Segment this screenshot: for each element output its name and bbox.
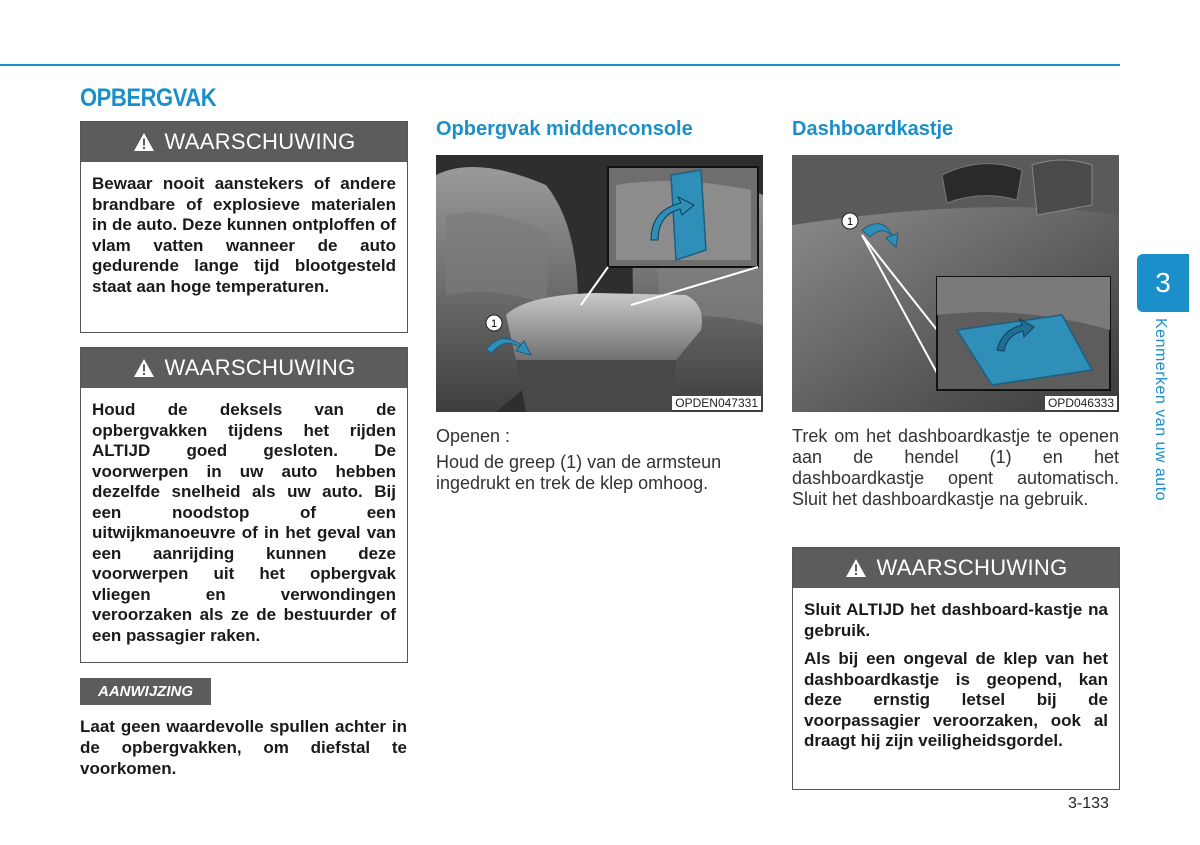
warning-box-flammables: [80, 121, 408, 333]
warning-text: Bewaar nooit aanstekers of andere brandbare of explosieve materialen in de auto. Deze kunnen ontploffen of vlam vatten wanneer de auto gedurende lange tijd blootgesteld staat aan hoge temperaturen.: [92, 174, 396, 296]
warning-title: WAARSCHUWING: [164, 355, 356, 380]
warning-header: [81, 122, 407, 162]
console-open-label: Openen :: [436, 426, 511, 446]
glovebox-illustration: [792, 155, 1119, 412]
warning-triangle-icon: [133, 358, 155, 378]
warning-box-lids: [80, 347, 408, 663]
warning-title: WAARSCHUWING: [876, 555, 1068, 580]
note-text: Laat geen waardevolle spullen achter in de opbergvakken, om diefstal te voorkomen.: [80, 717, 407, 778]
console-instruction: Houd de greep (1) van de armsteun ingedrukt en trek de klep omhoog.: [436, 452, 722, 493]
note-tag: AANWIJZING: [80, 678, 211, 705]
section-title: OPBERGVAK: [80, 84, 217, 112]
chapter-label: Kenmerken van uw auto: [1152, 318, 1169, 502]
warning-box-glovebox: [792, 547, 1120, 790]
glovebox-heading: Dashboardkastje: [792, 118, 954, 140]
warning-text: Als bij een ongeval de klep van het dashboardkastje is geopend, kan deze ernstig letsel bij de voorpassagier veroorzaken, ook al draagt hij zijn veiligheidsgordel.: [804, 649, 1108, 750]
warning-triangle-icon: [845, 558, 867, 578]
warning-body: [81, 388, 407, 656]
console-heading: Opbergvak middenconsole: [436, 118, 693, 140]
console-illustration: [436, 155, 763, 412]
chapter-tab: 3: [1137, 254, 1189, 312]
warning-body: [793, 588, 1119, 762]
warning-title: WAARSCHUWING: [164, 129, 356, 154]
top-rule: [0, 64, 1120, 66]
warning-body: [81, 162, 407, 307]
warning-header: [81, 348, 407, 388]
warning-triangle-icon: [133, 132, 155, 152]
glovebox-figure-code: OPD046333: [1045, 396, 1117, 410]
glovebox-instruction: Trek om het dashboardkastje te openen aan de hendel (1) en het dashboardkastje opent automatisch. Sluit het dashboardkastje na gebruik.: [792, 426, 1119, 509]
warning-text: Sluit ALTIJD het dashboard-kastje na gebruik.: [804, 600, 1108, 640]
warning-text: Houd de deksels van de opbergvakken tijdens het rijden ALTIJD goed gesloten. De voorwerpen in uw auto hebben dezelfde snelheid als uw auto. Bij een noodstop of een uitwijkmanoeuvre of in het geval van een aanrijding kunnen deze voorwerpen uit het opbergvak vliegen en verwondingen veroorzaken als ze de bestuurder of een passagier raken.: [92, 400, 396, 645]
console-figure-code: OPDEN047331: [672, 396, 761, 410]
console-callout: 1: [490, 318, 498, 330]
glovebox-callout: 1: [846, 216, 854, 228]
warning-header: [793, 548, 1119, 588]
page-number: 3-133: [1068, 795, 1109, 812]
